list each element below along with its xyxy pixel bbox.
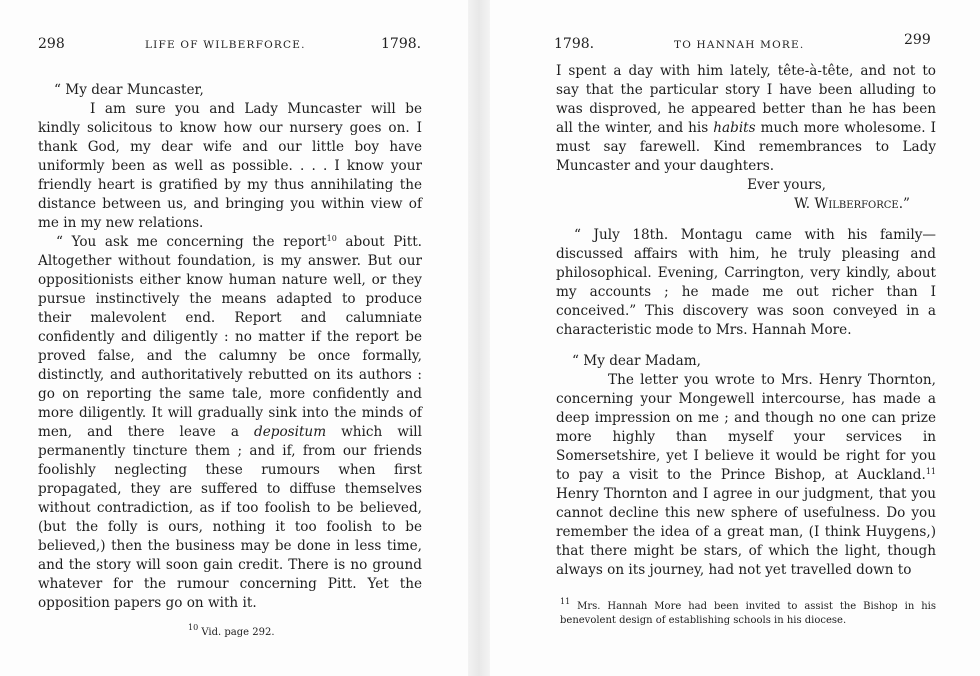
signature-initial: W. W <box>794 196 829 212</box>
continuation-text-b: much more wholesome. I must say farewell. Kind remembrances to Lady Muncaster and your daughters. <box>556 120 936 174</box>
para2-text-c: which will permanently tincture them ; and if, from our friends foolishly neglecting these rumours when first propagated, they are suffered to diffuse themselves without contradiction, as if too foolish to be believed, (but the folly is ours, nothing it too foolish to be believed,) then the business may be done in less time, and the story will soon gain credit. There is no ground whatever for the rumour concerning Pitt. Yet the opposition papers go on with it. <box>38 424 422 611</box>
left-footnote-marker: 10 <box>188 623 199 632</box>
letter-salutation: “ My dear Muncaster, <box>54 82 204 98</box>
right-footnote <box>560 597 936 628</box>
left-page <box>0 0 470 676</box>
letter-2-salutation: “ My dear Madam, <box>572 353 701 369</box>
left-page-body <box>38 81 422 613</box>
continuation-text-a: I spent a day with him lately, tête-à-tête, and not to say that the particular story I have been alluding to was disproved, he appeared better than he has been all the winter, and his <box>556 63 936 136</box>
right-page-body <box>556 62 936 580</box>
letter-continuation <box>556 62 936 176</box>
right-page-header <box>554 32 936 56</box>
right-header-year: 1798. <box>554 36 595 52</box>
letter-signature <box>556 195 936 214</box>
letter-paragraph-1: I am sure you and Lady Muncaster will be kindly solicitous to know how our nursery goes on. I thank God, my dear wife and our little boy have uniformly been as well as possible. . . . I know your friendly heart is gratified by my thus annihilating the distance between us, and bringing you within view of me in my new relations. <box>38 101 422 231</box>
footnote-ref-11: 11 <box>925 467 936 476</box>
letter-2-text-b: Henry Thornton and I agree in our judgment, that you cannot decline this new sphere of usefulness. Do you remember the idea of a great man, (I think Huygens,) that there might be stars, of which the light, though always on its journey, had not yet travelled down to <box>556 486 936 578</box>
letter-closing: Ever yours, <box>747 177 826 193</box>
right-footnote-marker: 11 <box>560 597 571 606</box>
right-page <box>490 0 980 676</box>
left-header-year: 1798. <box>381 36 422 52</box>
left-page-number: 298 <box>38 36 65 52</box>
para2-text-b: about Pitt. Altogether without foundation, is my answer. But our oppositionists either know human nature well, or they pursue instinctively the means adapted to produce their malevolent end. Report and calumniate confidently and diligently : no matter if the report be proved false, and the calumny be once formally, distinctly, and authoritatively rebutted on its authors : go on reporting the same tale, more confidently and more diligently. It will gradually sink into the minds of men, and there leave a <box>38 234 422 440</box>
left-footnote <box>188 623 275 640</box>
right-page-number: 299 <box>904 32 931 48</box>
letter-2-paragraph <box>556 371 936 580</box>
left-running-head: LIFE OF WILBERFORCE. <box>145 39 306 51</box>
book-gutter <box>468 0 490 676</box>
signature-rest: ilberforce.” <box>828 196 910 212</box>
para2-text-a: “ You ask me concerning the report <box>56 234 327 250</box>
right-running-head: TO HANNAH MORE. <box>674 39 805 51</box>
letter-2-text-a: The letter you wrote to Mrs. Henry Thornton, concerning your Mongewell intercourse, has made a deep impression on me ; and though no one can prize more highly than myself your services in Somersetshire, yet I believe it would be right for you to pay a visit to the Prince Bishop, at Auckland. <box>556 372 936 483</box>
footnote-ref-10: 10 <box>326 234 337 243</box>
letter-paragraph-2 <box>38 233 422 613</box>
diary-entry: “ July 18th. Montagu came with his family—discussed affairs with him, he truly pleasing and philosophical. Evening, Carrington, very kindly, about my accounts ; he made me out richer than I conceived.” This discovery was soon conveyed in a characteristic mode to Mrs. Hannah More. <box>556 227 936 338</box>
italic-depositum: depositum <box>254 424 327 440</box>
left-page-header <box>38 36 422 56</box>
left-footnote-text: Vid. page 292. <box>198 627 275 638</box>
right-footnote-text: Mrs. Hannah More had been invited to assist the Bishop in his benevolent design of establishing schools in his diocese. <box>560 601 936 626</box>
italic-habits: habits <box>713 120 756 136</box>
